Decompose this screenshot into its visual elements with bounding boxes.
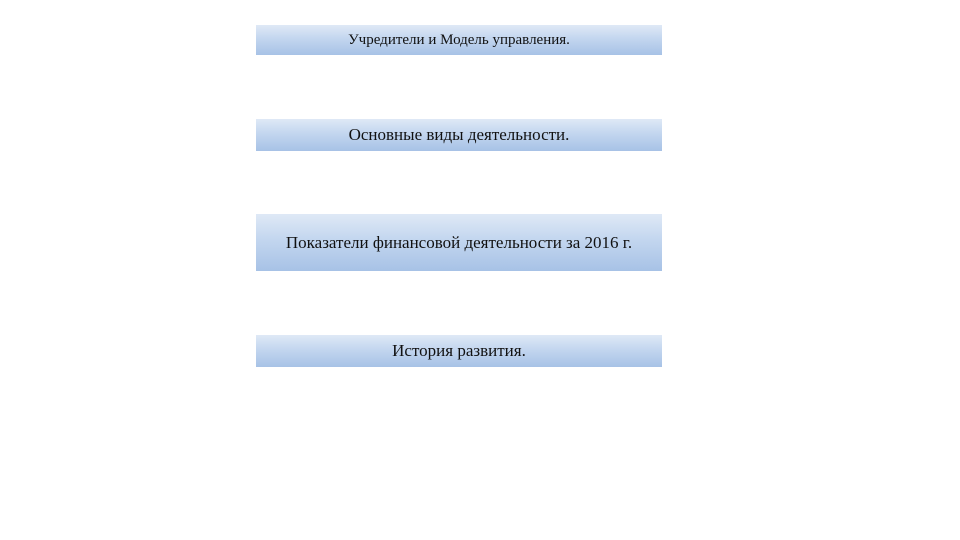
menu-item-label: История развития. xyxy=(392,341,526,360)
menu-item-activities[interactable] xyxy=(256,119,662,151)
menu-item-founders[interactable] xyxy=(256,25,662,55)
menu-item-history[interactable] xyxy=(256,335,662,367)
menu-item-label: Основные виды деятельности. xyxy=(348,125,570,144)
menu-item-financials[interactable] xyxy=(256,214,662,271)
menu-item-label: Учредители и Модель управления. xyxy=(348,31,570,48)
menu-item-label: Показатели финансовой деятельности за 2016 г. xyxy=(285,232,633,252)
